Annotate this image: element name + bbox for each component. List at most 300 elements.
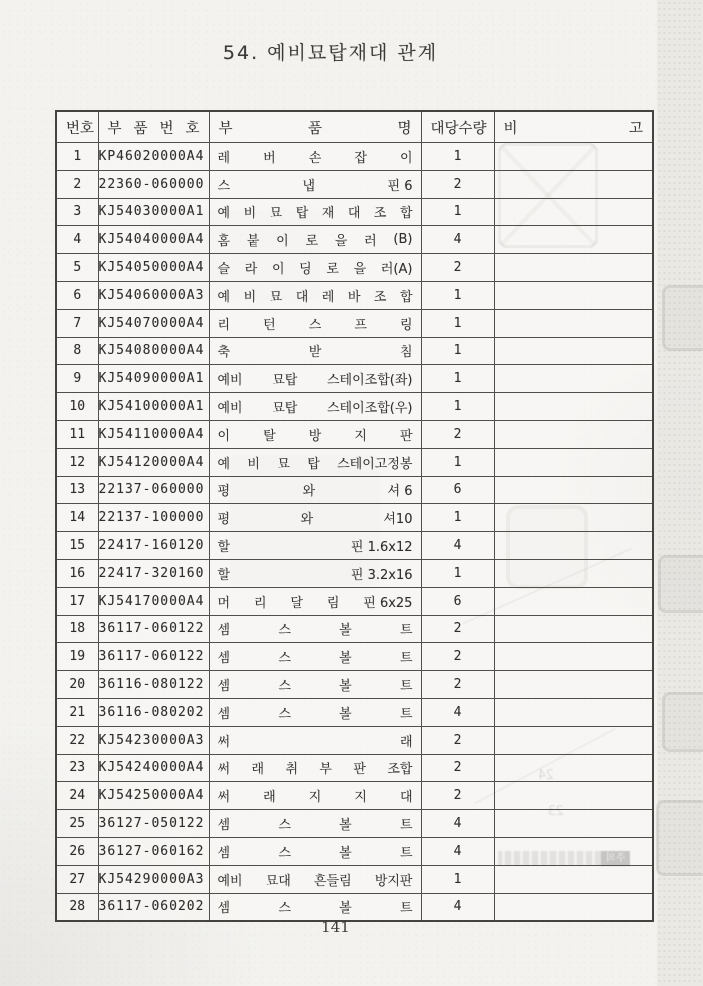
text-segment: 홈 <box>217 234 231 250</box>
scan-edge-texture <box>657 0 703 986</box>
text-segment: 조합 <box>387 762 413 778</box>
cell-remarks <box>494 643 653 671</box>
text-segment: 받 <box>308 345 322 361</box>
text-segment: 비 <box>243 206 257 222</box>
cell-part-number: 36116-080122 <box>98 671 209 699</box>
text-segment: 셔10 <box>383 512 413 528</box>
table-row <box>56 170 653 198</box>
text-segment: 잡 <box>354 150 367 166</box>
text-segment: 트 <box>399 706 413 722</box>
cell-part-name <box>209 448 421 476</box>
part-name-text <box>210 369 421 388</box>
cell-part-name <box>209 198 421 226</box>
text-segment: 탑 <box>307 456 320 472</box>
cell-part-name <box>209 476 421 504</box>
cell-remarks <box>494 309 653 337</box>
cell-row-number: 3 <box>56 198 98 226</box>
text-segment: 예 <box>217 456 231 472</box>
text-segment: 축 <box>217 345 231 361</box>
cell-part-number: 22137-060000 <box>98 476 209 504</box>
cell-quantity: 2 <box>421 671 494 699</box>
text-segment: 셈 <box>217 679 231 695</box>
part-name-text <box>210 147 421 166</box>
text-segment: 이 <box>271 262 285 278</box>
table-row <box>56 254 653 282</box>
text-segment: (B) <box>393 232 413 248</box>
cell-quantity: 2 <box>421 754 494 782</box>
text-segment: 셈 <box>217 623 231 639</box>
text-segment: 이 <box>399 150 413 166</box>
cell-part-name <box>209 643 421 671</box>
table-row <box>56 337 653 365</box>
cell-remarks <box>494 615 653 643</box>
cell-part-name <box>209 810 421 838</box>
cell-part-number: KJ54040000A4 <box>98 226 209 254</box>
table-row <box>56 865 653 893</box>
text-segment: 붙 <box>246 234 260 250</box>
cell-row-number: 11 <box>56 420 98 448</box>
table-row <box>56 198 653 226</box>
cell-part-number: 36127-060162 <box>98 837 209 865</box>
table-header <box>56 111 653 143</box>
cell-remarks <box>494 782 653 810</box>
text-segment: 냅 <box>302 178 316 194</box>
cell-remarks <box>494 281 653 309</box>
cell-part-number: KJ54100000A1 <box>98 393 209 421</box>
part-name-text <box>210 647 421 666</box>
text-segment: 라 <box>244 262 258 278</box>
text-segment: 부 <box>107 120 122 137</box>
cell-row-number: 20 <box>56 671 98 699</box>
text-segment: 딩 <box>299 262 312 278</box>
text-segment: 취 <box>285 762 298 778</box>
cell-remarks <box>494 170 653 198</box>
cell-row-number: 28 <box>56 893 98 921</box>
text-segment: 대 <box>430 120 445 137</box>
cell-part-name <box>209 782 421 810</box>
cell-row-number: 6 <box>56 281 98 309</box>
cell-row-number: 19 <box>56 643 98 671</box>
text-segment: 레 <box>217 150 231 166</box>
table-row <box>56 365 653 393</box>
part-name-text <box>210 703 421 722</box>
text-segment: 셈 <box>217 818 231 834</box>
cell-quantity: 1 <box>421 448 494 476</box>
text-segment: 래 <box>251 762 265 778</box>
cell-part-number: KJ54120000A4 <box>98 448 209 476</box>
cell-remarks <box>494 198 653 226</box>
text-segment: 트 <box>399 651 413 667</box>
text-segment: 이 <box>276 234 289 250</box>
text-segment: 래 <box>399 734 413 750</box>
text-segment: 합 <box>399 206 413 222</box>
text-segment: 핀 6 <box>387 178 413 194</box>
table-row <box>56 420 653 448</box>
cell-quantity: 4 <box>421 893 494 921</box>
cell-part-name <box>209 393 421 421</box>
table-row <box>56 810 653 838</box>
part-name-text <box>210 175 421 194</box>
cell-row-number: 13 <box>56 476 98 504</box>
cell-row-number: 4 <box>56 226 98 254</box>
cell-row-number: 22 <box>56 726 98 754</box>
cell-quantity: 1 <box>421 281 494 309</box>
cell-remarks <box>494 671 653 699</box>
cell-row-number: 5 <box>56 254 98 282</box>
table-row <box>56 782 653 810</box>
text-segment: 핀 1.6x12 <box>350 540 413 556</box>
cell-part-name <box>209 698 421 726</box>
cell-part-name <box>209 420 421 448</box>
text-segment: 머 <box>217 595 231 611</box>
text-segment: 재 <box>321 206 335 222</box>
part-name-text <box>210 536 421 555</box>
text-segment: 와 <box>302 484 316 500</box>
text-segment: 침 <box>399 345 413 361</box>
cell-row-number: 16 <box>56 559 98 587</box>
cell-part-number: 36117-060122 <box>98 615 209 643</box>
text-segment: 턴 <box>263 317 276 333</box>
cell-row-number: 9 <box>56 365 98 393</box>
table-row <box>56 698 653 726</box>
cell-remarks <box>494 587 653 615</box>
text-segment: 손 <box>308 150 322 166</box>
text-segment: 래 <box>263 790 276 806</box>
table-row <box>56 559 653 587</box>
cell-row-number: 12 <box>56 448 98 476</box>
text-segment: 묘탑 <box>272 373 298 389</box>
cell-part-name <box>209 254 421 282</box>
part-name-text <box>210 814 421 833</box>
text-segment: 흔들림 <box>314 873 352 889</box>
text-segment: 셔 6 <box>387 484 413 500</box>
part-name-text <box>210 842 421 861</box>
text-segment: 이 <box>217 428 231 444</box>
cell-part-number: KJ54240000A4 <box>98 754 209 782</box>
cell-part-name <box>209 865 421 893</box>
cell-remarks <box>494 420 653 448</box>
text-segment: 스 <box>278 706 291 722</box>
text-segment: 슬 <box>217 262 231 278</box>
header-part-name <box>209 111 421 143</box>
text-segment: 묘 <box>269 206 283 222</box>
cell-remarks <box>494 448 653 476</box>
cell-part-number: 22417-320160 <box>98 559 209 587</box>
cell-quantity: 4 <box>421 226 494 254</box>
cell-row-number: 18 <box>56 615 98 643</box>
header-remarks <box>494 111 653 143</box>
page-title: 54. 예비묘탑재대 관계 <box>222 42 439 64</box>
text-segment: 림 <box>326 595 340 611</box>
part-name-text <box>210 564 421 583</box>
text-segment: 호 <box>185 120 200 137</box>
cell-row-number: 27 <box>56 865 98 893</box>
text-segment: 명 <box>397 120 412 137</box>
cell-remarks <box>494 726 653 754</box>
text-segment: 볼 <box>339 818 352 834</box>
cell-part-name <box>209 615 421 643</box>
text-segment: 셈 <box>217 651 231 667</box>
text-segment: 써 <box>217 790 231 806</box>
text-segment: 달 <box>290 595 303 611</box>
cell-part-name <box>209 532 421 560</box>
text-segment: 바 <box>347 289 361 305</box>
part-name-text <box>210 508 421 527</box>
cell-part-name <box>209 726 421 754</box>
cell-quantity: 1 <box>421 865 494 893</box>
cell-part-number: KJ54070000A4 <box>98 309 209 337</box>
text-segment: 방지판 <box>374 873 413 889</box>
cell-part-name <box>209 559 421 587</box>
text-segment: 부 <box>319 762 332 778</box>
cell-quantity: 2 <box>421 643 494 671</box>
text-segment: 핀 3.2x16 <box>350 567 413 583</box>
table-row <box>56 615 653 643</box>
cell-quantity: 1 <box>421 198 494 226</box>
part-name-text <box>210 592 421 611</box>
cell-remarks <box>494 810 653 838</box>
table-row <box>56 754 653 782</box>
cell-part-name <box>209 226 421 254</box>
part-name-text <box>210 480 421 499</box>
table-row <box>56 837 653 865</box>
part-name-text <box>210 397 421 416</box>
table-row <box>56 226 653 254</box>
cell-part-number: 36117-060122 <box>98 643 209 671</box>
text-segment: 번 <box>66 120 81 137</box>
text-segment: 스 <box>217 178 231 194</box>
part-name-text <box>210 870 421 889</box>
cell-remarks <box>494 226 653 254</box>
cell-remarks <box>494 559 653 587</box>
text-segment: 버 <box>263 150 276 166</box>
text-segment: 핀 6x25 <box>363 595 413 611</box>
text-segment: 탑 <box>295 206 309 222</box>
part-name-text <box>210 314 421 333</box>
cell-remarks <box>494 865 653 893</box>
parts-table <box>55 110 654 922</box>
cell-remarks <box>494 504 653 532</box>
text-segment: 스테이조합(좌) <box>327 373 413 389</box>
cell-remarks <box>494 393 653 421</box>
table-row <box>56 476 653 504</box>
text-segment: 할 <box>217 540 231 556</box>
table-row <box>56 532 653 560</box>
parts-table-body <box>56 143 653 922</box>
text-segment: 고 <box>628 120 643 137</box>
cell-quantity: 2 <box>421 170 494 198</box>
cell-quantity: 2 <box>421 782 494 810</box>
text-segment: 예 <box>217 289 231 305</box>
text-segment: 스 <box>308 317 322 333</box>
table-row <box>56 393 653 421</box>
text-segment: 볼 <box>339 623 352 639</box>
header-part-number <box>98 111 209 143</box>
cell-remarks <box>494 698 653 726</box>
cell-part-number: 22360-060000 <box>98 170 209 198</box>
text-segment: 당 <box>444 120 459 137</box>
cell-quantity: 1 <box>421 504 494 532</box>
text-segment: 볼 <box>339 845 352 861</box>
text-segment: 스 <box>278 623 291 639</box>
part-name-text <box>210 341 421 360</box>
text-segment: 부 <box>218 120 233 137</box>
page-number: 141 <box>321 918 350 936</box>
text-segment: 지 <box>308 790 322 806</box>
cell-part-number: KJ54030000A1 <box>98 198 209 226</box>
cell-row-number: 10 <box>56 393 98 421</box>
cell-row-number: 14 <box>56 504 98 532</box>
text-segment: 스 <box>278 679 291 695</box>
text-segment: 예 <box>217 206 231 222</box>
cell-remarks <box>494 254 653 282</box>
text-segment: 을 <box>353 262 367 278</box>
part-name-text <box>210 425 421 444</box>
text-segment: 스테이고정봉 <box>337 456 413 472</box>
part-name-text <box>210 286 421 305</box>
cell-part-name <box>209 754 421 782</box>
part-name-text <box>210 786 421 805</box>
text-segment: 써 <box>217 762 231 778</box>
cell-quantity: 4 <box>421 837 494 865</box>
cell-remarks <box>494 365 653 393</box>
text-segment: 비 <box>243 289 257 305</box>
table-row <box>56 643 653 671</box>
cell-part-name <box>209 671 421 699</box>
cell-row-number: 25 <box>56 810 98 838</box>
cell-part-name <box>209 837 421 865</box>
text-segment: 로 <box>326 262 339 278</box>
text-segment: 볼 <box>339 901 352 917</box>
text-segment: 볼 <box>339 651 352 667</box>
text-segment: 트 <box>399 623 413 639</box>
header-quantity <box>421 111 494 143</box>
text-segment: 셈 <box>217 845 231 861</box>
text-segment: 묘 <box>269 289 283 305</box>
cell-quantity: 1 <box>421 559 494 587</box>
text-segment: 트 <box>399 818 413 834</box>
text-segment: 수 <box>458 120 473 137</box>
text-segment: 탈 <box>263 428 276 444</box>
text-segment: 비 <box>503 120 518 137</box>
cell-quantity: 6 <box>421 476 494 504</box>
header-row-number <box>56 111 98 143</box>
cell-row-number: 23 <box>56 754 98 782</box>
text-segment: 지 <box>354 790 367 806</box>
cell-row-number: 17 <box>56 587 98 615</box>
text-segment: 예비 <box>217 873 243 889</box>
cell-part-number: KJ54110000A4 <box>98 420 209 448</box>
cell-quantity: 4 <box>421 810 494 838</box>
text-segment: 대 <box>399 790 413 806</box>
cell-remarks <box>494 754 653 782</box>
cell-quantity: 1 <box>421 143 494 171</box>
cell-part-name <box>209 337 421 365</box>
text-segment: 리 <box>253 595 267 611</box>
part-name-text <box>210 619 421 638</box>
text-segment: 로 <box>305 234 318 250</box>
part-name-text <box>210 675 421 694</box>
cell-part-number: 22417-160120 <box>98 532 209 560</box>
text-segment: 을 <box>334 234 348 250</box>
cell-part-number: KJ54230000A3 <box>98 726 209 754</box>
text-segment: 트 <box>399 679 413 695</box>
text-segment: 러(A) <box>380 262 413 278</box>
cell-quantity: 4 <box>421 532 494 560</box>
text-segment: 조 <box>373 206 387 222</box>
text-segment: 품 <box>307 120 322 137</box>
text-segment: 평 <box>217 512 231 528</box>
cell-row-number: 8 <box>56 337 98 365</box>
text-segment: 예비 <box>217 373 243 389</box>
table-row <box>56 587 653 615</box>
text-segment: 지 <box>354 428 367 444</box>
text-segment: 평 <box>217 484 231 500</box>
text-segment: 써 <box>217 734 231 750</box>
cell-part-name <box>209 309 421 337</box>
text-segment: 레 <box>321 289 335 305</box>
part-name-text <box>210 897 421 916</box>
text-segment: 방 <box>308 428 322 444</box>
cell-part-number: KP46020000A4 <box>98 143 209 171</box>
text-segment: 러 <box>364 234 377 250</box>
cell-remarks <box>494 532 653 560</box>
text-segment: 호 <box>80 120 95 137</box>
text-segment: 리 <box>217 317 231 333</box>
table-row <box>56 671 653 699</box>
text-segment: 스 <box>278 901 291 917</box>
text-segment: 스 <box>278 818 291 834</box>
text-segment: 량 <box>472 120 487 137</box>
table-row <box>56 726 653 754</box>
cell-row-number: 26 <box>56 837 98 865</box>
table-header-row <box>56 111 653 143</box>
cell-row-number: 7 <box>56 309 98 337</box>
text-segment: 볼 <box>339 679 352 695</box>
text-segment: 번 <box>159 120 174 137</box>
cell-quantity: 1 <box>421 393 494 421</box>
cell-remarks <box>494 143 653 171</box>
text-segment: 프 <box>354 317 367 333</box>
text-segment: 묘 <box>277 456 290 472</box>
text-segment: 트 <box>399 845 413 861</box>
text-segment: 스 <box>278 651 291 667</box>
cell-part-number: 22137-100000 <box>98 504 209 532</box>
cell-quantity: 2 <box>421 615 494 643</box>
part-name-text <box>210 453 421 472</box>
text-segment: 예비 <box>217 401 243 417</box>
text-segment: 비 <box>247 456 260 472</box>
table-row <box>56 143 653 171</box>
text-segment: 트 <box>399 901 413 917</box>
cell-part-number: KJ54050000A4 <box>98 254 209 282</box>
cell-part-name <box>209 504 421 532</box>
cell-row-number: 24 <box>56 782 98 810</box>
cell-part-number: 36127-050122 <box>98 810 209 838</box>
part-name-text <box>210 258 421 277</box>
cell-quantity: 1 <box>421 337 494 365</box>
cell-row-number: 21 <box>56 698 98 726</box>
cell-quantity: 1 <box>421 365 494 393</box>
text-segment: 스테이조합(우) <box>327 401 413 417</box>
cell-part-name <box>209 143 421 171</box>
text-segment: 할 <box>217 567 231 583</box>
text-segment: 조 <box>373 289 387 305</box>
cell-quantity: 6 <box>421 587 494 615</box>
text-segment: 링 <box>399 317 413 333</box>
text-segment: 품 <box>133 120 148 137</box>
cell-row-number: 1 <box>56 143 98 171</box>
